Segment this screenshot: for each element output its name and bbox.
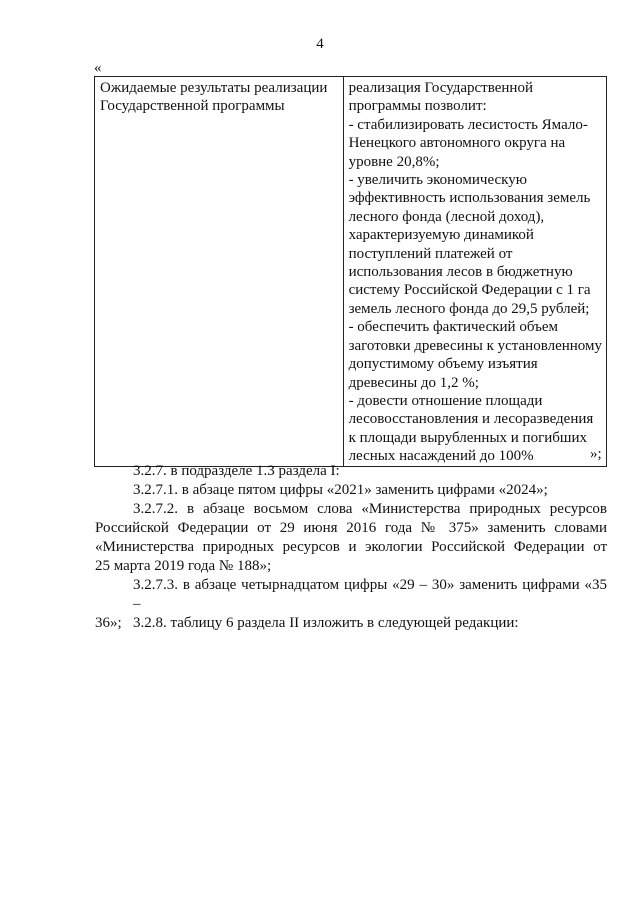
cell-text-line: допустимому объему изъятия <box>348 356 538 373</box>
cell-text-line: земель лесного фонда до 29,5 рублей; <box>348 300 590 317</box>
cell-text-line: программы позволит: <box>348 98 487 115</box>
opening-quote-mark: « <box>94 60 102 76</box>
program-results-table <box>94 76 607 467</box>
page-number: 4 <box>316 36 324 52</box>
paragraph-3-2-7-2 <box>95 500 607 576</box>
paragraph-line: 3.2.7.3. в абзаце четырнадцатом цифры «29 – 30» заменить цифрами «35 – <box>133 577 607 612</box>
cell-text-line: использования лесов в бюджетную <box>348 264 573 281</box>
cell-text-line: лесного фонда (лесной доход), <box>348 208 545 225</box>
cell-text-line: уровне 20,8%; <box>348 153 440 170</box>
table-cell-label <box>95 77 344 467</box>
paragraph-line: 3.2.7.1. в абзаце пятом цифры «2021» заменить цифрами «2024»; <box>133 482 548 498</box>
cell-text-line: - обеспечить фактический объем <box>348 319 558 336</box>
cell-text-line: - увеличить экономическую <box>348 172 527 189</box>
cell-text-line: эффективность использования земель <box>348 190 591 207</box>
cell-text-line: - стабилизировать лесистость Ямало- <box>348 116 588 133</box>
cell-text-line: древесины до 1,2 %; <box>348 374 479 391</box>
paragraph-line: 3.2.7.2. в абзаце восьмом слова «Министерства природных ресурсов <box>133 501 607 517</box>
paragraph-line: «Министерства природных ресурсов и экологии Российской Федерации от <box>95 539 607 555</box>
paragraph-3-2-8 <box>95 614 607 633</box>
cell-text-line: Ненецкого автономного округа на <box>348 135 566 152</box>
cell-text-line: характеризуемую динамикой <box>348 227 534 244</box>
cell-text-line: лесных насаждений до 100% <box>348 448 534 465</box>
paragraph-line: 3.2.8. таблицу 6 раздела II изложить в следующей редакции: <box>133 615 519 631</box>
cell-text-line: систему Российской Федерации с 1 га <box>348 282 591 299</box>
paragraph-3-2-7 <box>95 462 607 481</box>
paragraph-line: 25 марта 2019 года № 188»; <box>95 558 272 574</box>
cell-text-line: реализация Государственной <box>348 80 533 96</box>
paragraph-3-2-7-1 <box>95 481 607 500</box>
cell-text-line: заготовки древесины к установленному <box>348 337 602 354</box>
paragraph-line: Российской Федерации от 29 июня 2016 года № 375» заменить словами <box>95 520 607 536</box>
cell-text-line: поступлений платежей от <box>348 245 513 262</box>
table-row <box>95 77 607 467</box>
cell-text-line: - довести отношение площади <box>348 392 543 409</box>
cell-text-line: Государственной программы <box>100 98 285 115</box>
paragraph-line: 36»; <box>95 615 122 631</box>
cell-text-line: лесовосстановления и лесоразведения <box>348 411 594 428</box>
closing-quote-mark: »; <box>590 446 602 462</box>
cell-text-line: к площади вырубленных и погибших <box>348 429 587 446</box>
paragraph-line: 3.2.7. в подразделе 1.3 раздела I: <box>133 463 340 479</box>
table-cell-content <box>343 77 606 467</box>
cell-text-line: Ожидаемые результаты реализации <box>100 80 328 96</box>
